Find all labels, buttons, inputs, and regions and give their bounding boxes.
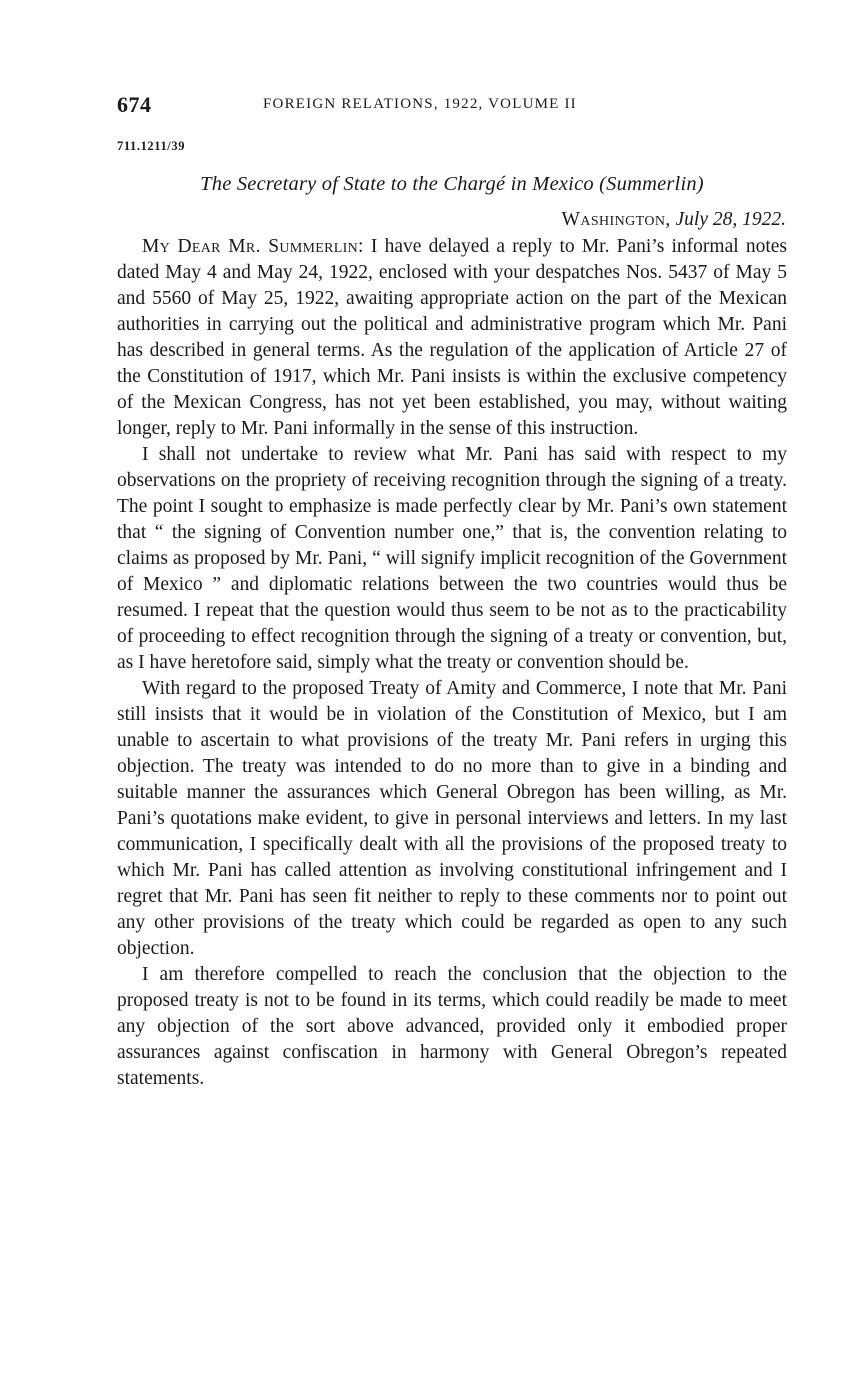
dateline [117,209,787,231]
letter-body [117,234,787,1092]
salutation: My Dear Mr. Summerlin: [142,236,364,257]
file-number: 711.1211/39 [117,139,186,153]
paragraph-3: With regard to the proposed Treaty of Amity and Commerce, I note that Mr. Pani still insists that it would be in violation of the Constitution of Mexico, but I am unable to ascertain to what provisions of the treaty Mr. Pani refers in urging this objection. The treaty was intended to do no more than to give in a binding and suitable manner the assurances which General Obregon has been willing, as Mr. Pani’s quotations make evident, to give in personal interviews and letters. In my last communication, I specifically dealt with all the provisions of the proposed treaty to which Mr. Pani has called attention as involving constitutional infringement and I regret that Mr. Pani has seen fit neither to reply to these comments nor to point out any other provisions of the treaty which could be regarded as open to any such objection. [117,678,787,959]
paragraph-1-text: I have delayed a reply to Mr. Pani’s informal notes dated May 4 and May 24, 1922, enclosed with your despatches Nos. 5437 of May 5 and 5560 of May 25, 1922, awaiting appropriate action on the part of the Mexican authorities in carrying out the political and administrative program which Mr. Pani has described in general terms. As the regulation of the application of Article 27 of the Constitution of 1917, which Mr. Pani insists is within the exclusive competency of the Mexican Congress, has not yet been established, you may, without waiting longer, reply to Mr. Pani informally in the sense of this instruction. [117,236,787,439]
page-number: 674 [117,92,152,117]
dateline-place: Washington, [561,209,671,230]
dateline-date: July 28, 1922. [675,209,786,230]
running-header [117,92,787,122]
document-page [117,92,787,1092]
document-title: The Secretary of State to the Chargé in Mexico (Summerlin) [200,173,704,195]
paragraph-2: I shall not undertake to review what Mr. Pani has said with respect to my observations on the propriety of receiving recognition through the signing of a treaty. The point I sought to emphasize is made perfectly clear by Mr. Pani’s own statement that “ the signing of Convention number one,” that is, the convention relating to claims as proposed by Mr. Pani, “ will signify implicit recognition of the Government of Mexico ” and diplomatic relations between the two countries would thus be resumed. I repeat that the question would thus seem to be not as to the practicability of proceeding to effect recognition through the signing of a treaty or convention, but, as I have heretofore said, simply what the treaty or convention should be. [117,444,787,673]
paragraph-1 [117,234,787,442]
paragraph-4: I am therefore compelled to reach the conclusion that the objection to the proposed treaty is not to be found in its terms, which could readily be made to meet any objection of the sort above advanced, provided only it embodied proper assurances against confiscation in harmony with General Obregon’s repeated statements. [117,964,787,1089]
running-title: FOREIGN RELATIONS, 1922, VOLUME II [263,96,577,112]
